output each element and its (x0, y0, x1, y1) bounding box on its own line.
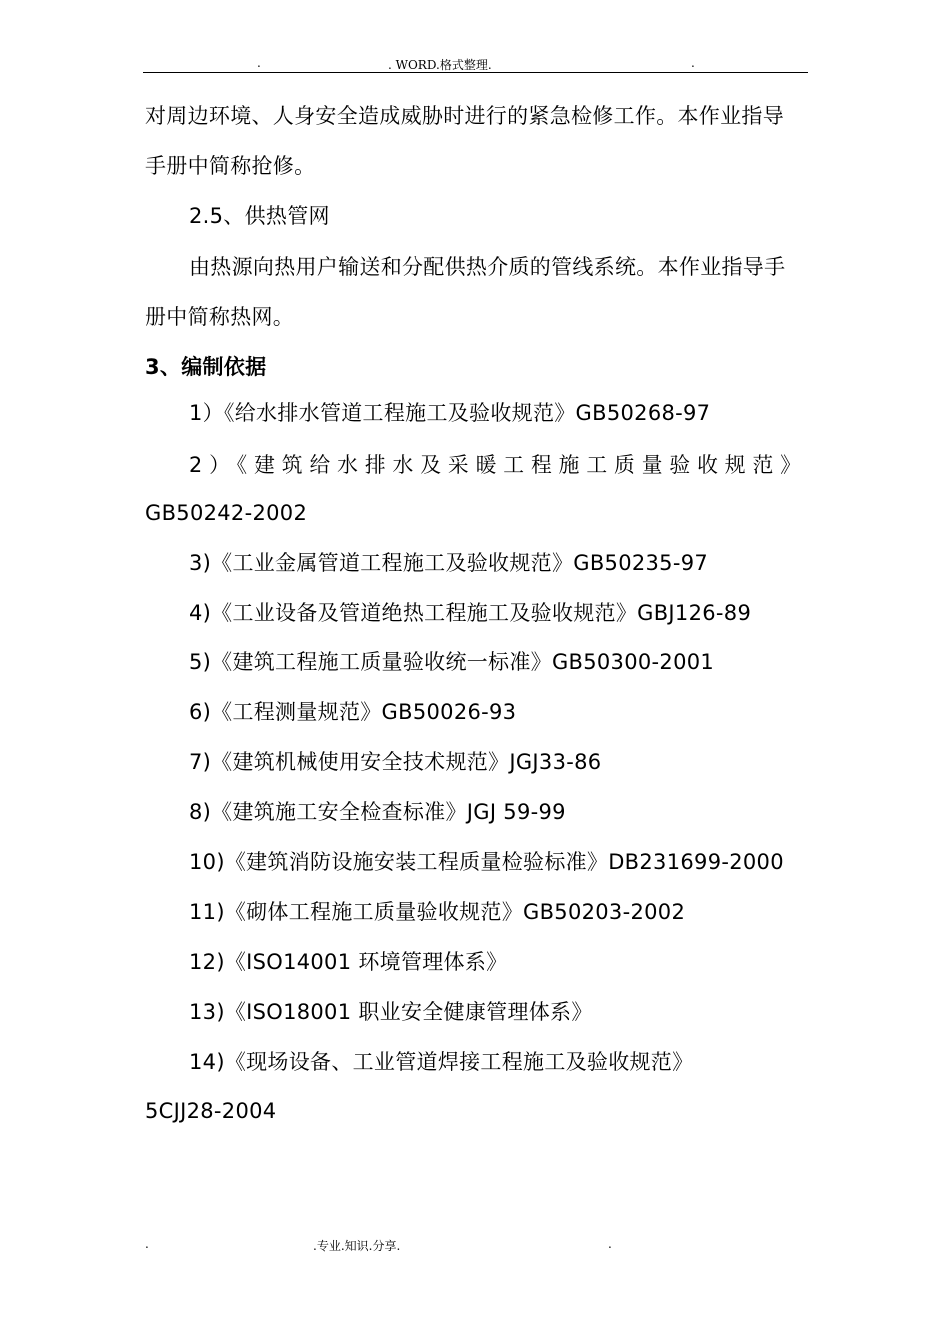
reference-item: 4)《工业设备及管道绝热工程施工及验收规范》GBJ126-89 (189, 601, 752, 625)
header-title: . WORD.格式整理. (388, 58, 492, 72)
footer-right-mark: . (608, 1237, 612, 1251)
section-title: 2.5、供热管网 (189, 204, 330, 228)
reference-item: 5)《建筑工程施工质量验收统一标准》GB50300-2001 (189, 650, 715, 674)
reference-item: 7)《建筑机械使用安全技术规范》JGJ33-86 (189, 750, 602, 774)
paragraph-line: 由热源向热用户输送和分配供热介质的管线系统。本作业指导手 (189, 255, 786, 279)
header-left-mark: . (257, 56, 261, 70)
footer-left-mark: . (145, 1237, 149, 1251)
page-header (143, 56, 808, 73)
page-footer (143, 1237, 808, 1253)
paragraph-line: 对周边环境、人身安全造成威胁时进行的紧急检修工作。本作业指导 (145, 104, 784, 128)
reference-item: 10)《建筑消防设施安装工程质量检验标准》DB231699-2000 (189, 850, 784, 874)
paragraph-line: 手册中简称抢修。 (145, 154, 316, 178)
reference-item: 5CJJ28-2004 (145, 1099, 277, 1123)
section-heading: 3、编制依据 (145, 355, 267, 379)
reference-item: 13)《ISO18001 职业安全健康管理体系》 (189, 1000, 593, 1024)
reference-item: 3)《工业金属管道工程施工及验收规范》GB50235-97 (189, 551, 709, 575)
reference-item: 6)《工程测量规范》GB50026-93 (189, 700, 517, 724)
reference-item: 1）《给水排水管道工程施工及验收规范》GB50268-97 (189, 401, 711, 425)
reference-item: GB50242-2002 (145, 501, 308, 525)
reference-item: 8)《建筑施工安全检查标准》JGJ 59-99 (189, 800, 566, 824)
reference-item: 14)《现场设备、工业管道焊接工程施工及验收规范》 (189, 1050, 694, 1074)
reference-item: 12)《ISO14001 环境管理体系》 (189, 950, 508, 974)
header-right-mark: . (691, 56, 695, 70)
reference-item: 2）《建筑给水排水及采暖工程施工质量验收规范》 (189, 453, 808, 477)
paragraph-line: 册中简称热网。 (145, 305, 295, 329)
reference-item: 11)《砌体工程施工质量验收规范》GB50203-2002 (189, 900, 686, 924)
footer-text: .专业.知识.分享. (313, 1239, 401, 1253)
